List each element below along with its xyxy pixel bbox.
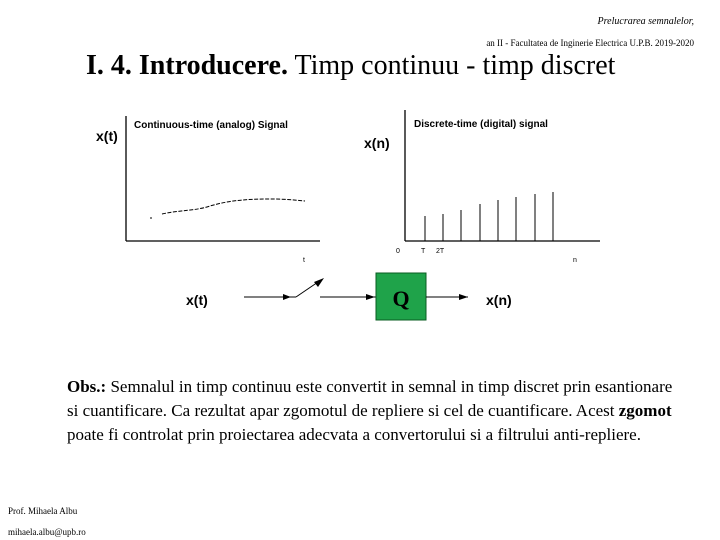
right-tick-2T: 2T [436, 248, 445, 255]
right-plot-title: Discrete-time (digital) signal [414, 119, 548, 130]
title-bold: I. 4. Introducere. [86, 50, 288, 81]
left-ylabel: x(t) [96, 128, 118, 144]
right-tick-n: n [573, 257, 577, 264]
title-regular: Timp continuu - timp discret [294, 50, 616, 81]
header-faculty: an II - Facultatea de Inginerie Electrica U.P.B. 2019-2020 [486, 38, 694, 48]
discrete-samples [425, 192, 553, 241]
right-ylabel: x(n) [364, 135, 390, 151]
obs-bold-word: zgomot [618, 401, 672, 420]
output-arrowhead [459, 294, 468, 300]
right-tick-T: T [421, 248, 426, 255]
obs-text-part1: Semnalul in timp continuu este convertit in semnal in timp discret prin esantionare si cuantificare. Ca rezultat apar zgomotul de repliere si cel de cuantificare. Acest [67, 377, 673, 420]
footer-email: mihaela.albu@upb.ro [8, 527, 86, 537]
analog-signal-curve [150, 199, 305, 218]
left-plot-title: Continuous-time (analog) Signal [134, 120, 288, 131]
header-course: Prelucrarea semnalelor, [597, 16, 694, 27]
q-input-arrowhead [366, 294, 375, 300]
input-arrowhead [283, 294, 291, 300]
continuous-plot [96, 116, 320, 264]
footer-author: Prof. Mihaela Albu [8, 506, 78, 516]
left-tick-t: t [303, 257, 305, 264]
output-signal-label: x(n) [486, 292, 512, 308]
obs-label: Obs.: [67, 377, 107, 396]
input-signal-label: x(t) [186, 292, 208, 308]
discrete-plot [364, 110, 600, 264]
obs-text-part2: poate fi controlat prin proiectarea adecvata a convertorului si a filtrului anti-repliere. [67, 425, 641, 444]
right-tick-0: 0 [396, 248, 400, 255]
switch-arrowhead [314, 278, 324, 287]
quantizer-label: Q [392, 286, 410, 311]
converter-block-diagram [186, 273, 512, 320]
observation-paragraph [67, 375, 679, 447]
